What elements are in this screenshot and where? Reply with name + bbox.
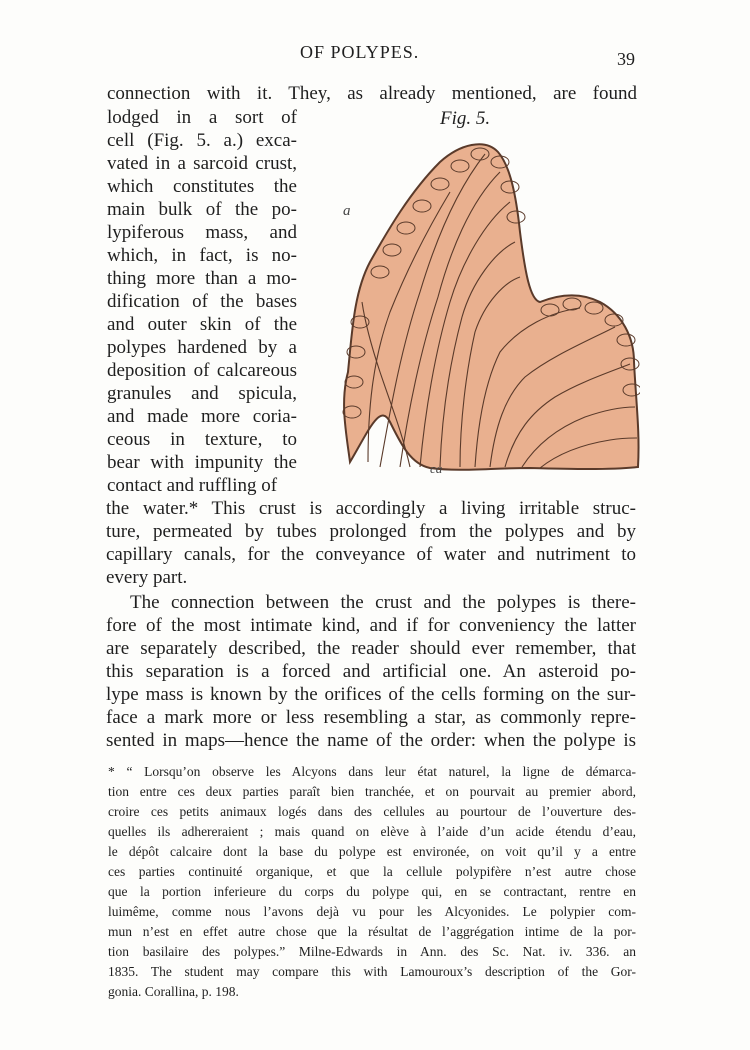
paragraph-line: The connection between the crust and the polypes is there- [130, 592, 636, 613]
body-line: cell (Fig. 5. a.) exca- [107, 130, 297, 151]
body-line: which, in fact, is no- [107, 245, 297, 266]
body-line: contact and ruffling of [107, 475, 278, 496]
footnote-line: mun n’est en effet autre chose que la résultat de l’aggrégation intime de la por- [108, 924, 636, 939]
figure-caption: Fig. 5. [440, 108, 491, 129]
running-head: OF POLYPES. [300, 42, 420, 62]
body-line: the water.* This crust is accordingly a living irritable struc- [106, 498, 636, 519]
body-line: ceous in texture, to [107, 429, 297, 450]
footnote-line: le dépôt calcaire dont la base du polype est environée, on voit qu’il y a entre [108, 844, 636, 859]
body-line: and made more coria- [107, 406, 297, 427]
body-line: bear with impunity the [107, 452, 297, 473]
body-line: polypes hardened by a [107, 337, 297, 358]
figure-label-a: a [343, 203, 351, 219]
paragraph-line: sented in maps—hence the name of the order: when the polype is [106, 730, 636, 751]
footnote-line: que la portion inferieure du corps du polype qui, en se contractant, rentre en [108, 884, 636, 899]
body-line: ture, permeated by tubes prolonged from the polypes and by [106, 521, 636, 542]
footnote-line: luimême, comme nous l’avons dejà vu pour les Alcyonides. Le polypier com- [108, 904, 636, 919]
body-line: vated in a sarcoid crust, [107, 153, 297, 174]
body-line: thing more than a mo- [107, 268, 297, 289]
footnote-line: * “ Lorsqu’on observe les Alcyons dans leur état naturel, la ligne de démarca- [108, 764, 636, 779]
footnote-line: 1835. The student may compare this with Lamouroux’s description of the Gor- [108, 964, 636, 979]
footnote-line: quelles ils adhereraient ; mais quand on elève à l’aide d’un acide étendu d’eau, [108, 824, 636, 839]
body-line: and outer skin of the [107, 314, 297, 335]
figure-label-bottom: ca [430, 461, 443, 476]
page-number: 39 [617, 49, 635, 69]
body-line: dification of the bases [107, 291, 297, 312]
footnote-line: croire ces petits animaux logés dans des cellules au pourtour de l’ouverture des- [108, 804, 636, 819]
footnote-line: tion basilaire des polypes.” Milne-Edwards in Ann. des Sc. Nat. iv. 336. an [108, 944, 636, 959]
body-line: deposition of calcareous [107, 360, 297, 381]
body-line: capillary canals, for the conveyance of water and nutriment to [106, 544, 636, 565]
body-line: which constitutes the [107, 176, 297, 197]
footnote-line: ces parties continuité organique, et que la cellule polypifère n’est autre chose [108, 864, 636, 879]
paragraph-line: this separation is a forced and artificial one. An asteroid po- [106, 661, 636, 682]
paragraph-line: face a mark more or less resembling a star, as commonly repre- [106, 707, 636, 728]
body-line: connection with it. They, as already mentioned, are found [107, 83, 637, 104]
body-line: every part. [106, 567, 188, 588]
body-line: lodged in a sort of [107, 107, 297, 128]
polype-mass-illustration [310, 132, 640, 477]
paragraph-line: lype mass is known by the orifices of the cells forming on the sur- [106, 684, 636, 705]
body-line: main bulk of the po- [107, 199, 297, 220]
body-line: granules and spicula, [107, 383, 297, 404]
paragraph-line: are separately described, the reader should ever remember, that [106, 638, 636, 659]
footnote-line: tion entre ces deux parties paraît bien tranchée, et on pourvait au premier abord, [108, 784, 636, 799]
footnote-line: gonia. Corallina, p. 198. [108, 984, 239, 999]
body-line: lypiferous mass, and [107, 222, 297, 243]
paragraph-line: fore of the most intimate kind, and if for conveniency the latter [106, 615, 636, 636]
